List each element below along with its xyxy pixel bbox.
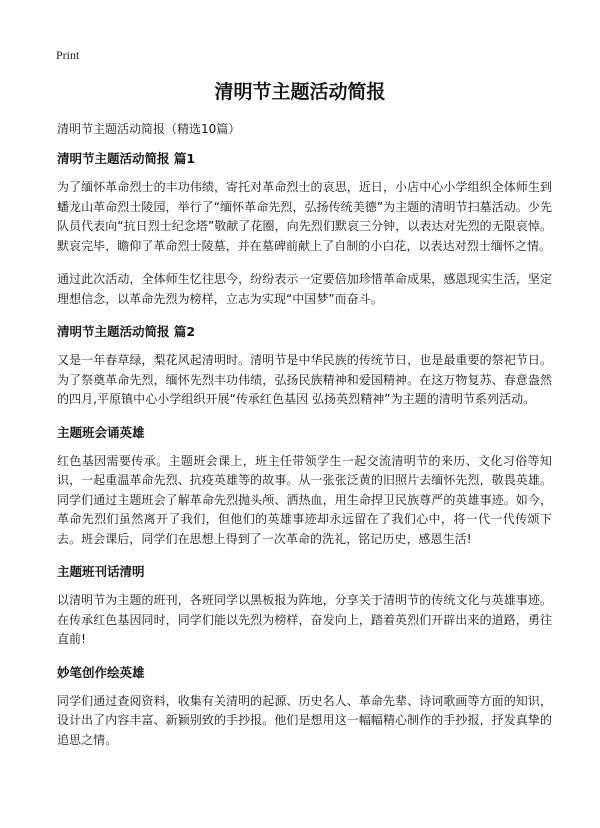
section-heading: 主题班会诵英雄 <box>57 424 145 440</box>
section-heading: 清明节主题活动简报 篇2 <box>57 324 196 339</box>
print-link[interactable]: Print <box>56 48 80 62</box>
page-title: 清明节主题活动简报 <box>214 81 386 103</box>
section-paragraph: 为了缅怀革命烈士的丰功伟绩，寄托对革命烈士的哀思，近日，小店中心小学组织全体师生到蟠龙山革命烈士陵园，举行了“缅怀革命先烈，弘扬传统美德”为主题的清明节扫墓活动。少先队员代表向“抗日烈士纪念塔”敬献了花圈，向先烈们默哀三分钟，以表达对先烈的无限哀悼。默哀完毕，瞻仰了革命烈士陵墓，并在墓碑前献上了自制的小白花，以表达对烈士缅怀之情。 <box>57 180 552 253</box>
section-4 <box>57 563 552 650</box>
section-paragraph: 同学们通过查阅资料，收集有关清明的起源、历史名人、革命先辈、诗词歌画等方面的知识，设计出了内容丰富、新颖别致的手抄报。他们是想用这一幅幅精心制作的手抄报，抒发真挚的追思之情。 <box>57 693 552 747</box>
section-paragraph: 以清明节为主题的班刊，各班同学以黑板报为阵地，分享关于清明节的传统文化与英雄事迹。在传承红色基因同时，同学们能以先烈为榜样，奋发向上，踏着英烈们开辟出来的道路，勇往直前! <box>57 593 552 646</box>
article-body <box>57 120 552 764</box>
section-3 <box>57 424 552 550</box>
section-paragraph: 又是一年春草绿，梨花风起清明时。清明节是中华民族的传统节日，也是最重要的祭祀节日。为了祭奠革命先烈，缅怀先烈丰功伟绩，弘扬民族精神和爱国精神。在这万物复苏、春意盎然的四月,平原镇中心小学组织开展“传承红色基因 弘扬英烈精神”为主题的清明节系列活动。 <box>57 353 552 406</box>
section-paragraph: 红色基因需要传承。主题班会课上，班主任带领学生一起交流清明节的来历、文化习俗等知识，一起重温革命先烈、抗疫英雄等的故事。从一张张泛黄的旧照片去缅怀先烈，敬畏英雄。同学们通过主题班会了解革命先烈抛头颅、洒热血，用生命捍卫民族尊严的英雄事迹。如今，革命先烈们虽然离开了我们，但他们的英雄事迹却永远留在了我们心中，将一代一代传颂下去。班会课后，同学们在思想上得到了一次革命的洗礼，铭记历史，感恩生活! <box>57 453 552 546</box>
section-heading: 主题班刊话清明 <box>57 564 145 579</box>
section-heading: 妙笔创作绘英雄 <box>57 664 145 680</box>
section-5 <box>57 664 552 751</box>
article-subtitle: 清明节主题活动简报（精选10篇） <box>57 122 241 136</box>
section-2 <box>57 323 552 410</box>
section-paragraph: 通过此次活动，全体师生忆往思今，纷纷表示一定要倍加珍惜革命成果，感恩现实生活，坚定理想信念，以革命先烈为榜样，立志为实现“中国梦”而奋斗。 <box>57 272 552 306</box>
section-1 <box>57 150 552 309</box>
section-heading: 清明节主题活动简报 篇1 <box>57 151 196 166</box>
